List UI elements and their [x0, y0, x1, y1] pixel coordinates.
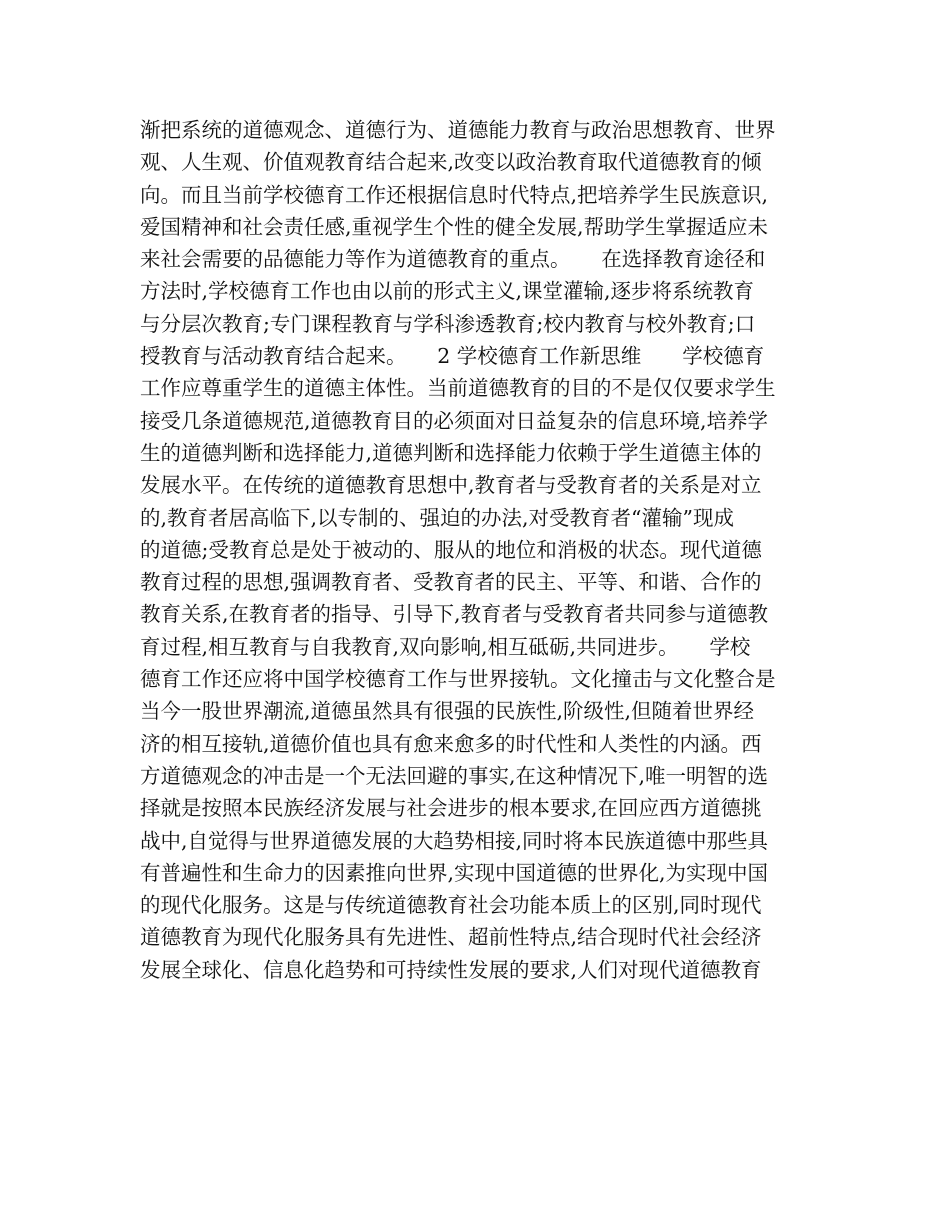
text-line: 教育关系,在教育者的指导、引导下,教育者与受教育者共同参与道德教 [140, 602, 769, 627]
text-line: 发展全球化、信息化趋势和可持续性发展的要求,人们对现代道德教育 [140, 957, 762, 982]
text-line: 接受几条道德规范,道德教育目的必须面对日益复杂的信息环境,培养学 [140, 408, 769, 433]
text-line: 济的相互接轨,道德价值也具有愈来愈多的时代性和人类性的内涵。西 [140, 731, 762, 756]
text-line: 爱国精神和社会责任感,重视学生个性的健全发展,帮助学生掌握适应未 [140, 214, 769, 239]
text-line: 渐把系统的道德观念、道德行为、道德能力教育与政治思想教育、世界 [140, 118, 776, 142]
text-line: 的道德;受教育总是处于被动的、服从的地位和消极的状态。现代道德 [140, 537, 762, 562]
text-line: 德育工作还应将中国学校德育工作与世界接轨。文化撞击与文化整合是 [140, 667, 776, 692]
text-line: 的,教育者居高临下,以专制的、强迫的办法,对受教育者“灌输”现成 [140, 505, 735, 530]
text-line: 与分层次教育;专门课程教育与学科渗透教育;校内教育与校外教育;口 [140, 311, 756, 336]
text-line: 向。而且当前学校德育工作还根据信息时代特点,把培养学生民族意识, [140, 182, 769, 207]
body-text [140, 114, 820, 986]
text-line: 当今一股世界潮流,道德虽然具有很强的民族性,阶级性,但随着世界经 [140, 699, 755, 724]
text-line: 工作应尊重学生的道德主体性。当前道德教育的目的不是仅仅要求学生 [140, 376, 776, 401]
text-line: 育过程,相互教育与自我教育,双向影响,相互砥砺,共同进步。 学校 [140, 634, 751, 659]
text-line: 择就是按照本民族经济发展与社会进步的根本要求,在回应西方道德挑 [140, 796, 762, 821]
text-line: 道德教育为现代化服务具有先进性、超前性特点,结合现时代社会经济 [140, 925, 762, 950]
text-line: 战中,自觉得与世界道德发展的大趋势相接,同时将本民族道德中那些具 [140, 828, 769, 853]
text-line: 来社会需要的品德能力等作为道德教育的重点。 在选择教育途径和 [140, 247, 766, 272]
text-line: 授教育与活动教育结合起来。 2 学校德育工作新思维 学校德育 [140, 344, 765, 369]
text-line: 方法时,学校德育工作也由以前的形式主义,课堂灌输,逐步将系统教育 [140, 279, 755, 304]
text-line: 生的道德判断和选择能力,道德判断和选择能力依赖于学生道德主体的 [140, 440, 762, 465]
text-line: 的现代化服务。这是与传统道德教育社会功能本质上的区别,同时现代 [140, 893, 762, 918]
text-line: 发展水平。在传统的道德教育思想中,教育者与受教育者的关系是对立 [140, 473, 762, 498]
text-line: 方道德观念的冲击是一个无法回避的事实,在这种情况下,唯一明智的选 [140, 763, 769, 788]
text-line: 观、人生观、价值观教育结合起来,改变以政治教育取代道德教育的倾 [140, 150, 762, 175]
text-line: 有普遍性和生命力的因素推向世界,实现中国道德的世界化,为实现中国 [140, 860, 769, 885]
text-line: 教育过程的思想,强调教育者、受教育者的民主、平等、和谐、合作的 [140, 570, 762, 595]
